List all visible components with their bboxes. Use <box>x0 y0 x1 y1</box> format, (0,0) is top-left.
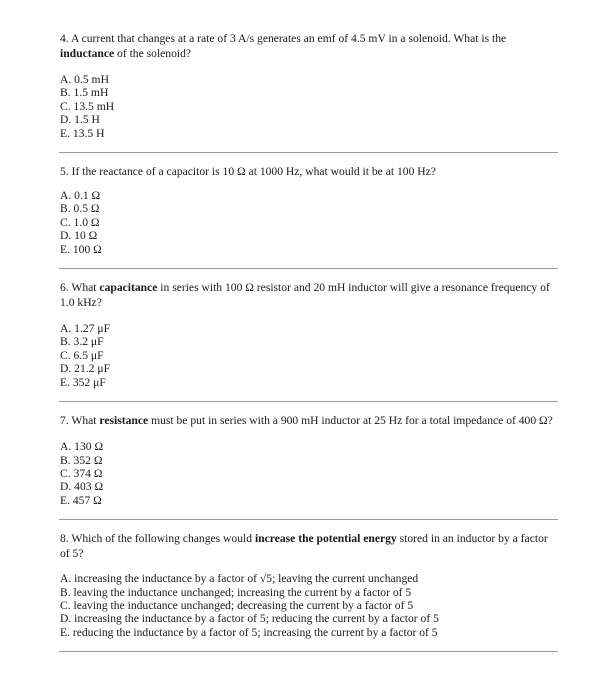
question-emphasis: increase the potential energy <box>254 532 397 546</box>
question-number: 5. <box>60 165 69 179</box>
answer-option[interactable]: D. 21.2 μF <box>60 362 111 376</box>
answer-options <box>60 322 558 389</box>
question-text-end: must be put in series with a 900 mH inductor at 25 Hz for a total impedance of 400 Ω? <box>151 414 553 428</box>
question-emphasis: inductance <box>60 47 115 60</box>
answer-option[interactable]: A. increasing the inductance by a factor of √5; leaving the current unchanged <box>60 572 419 586</box>
divider <box>59 401 558 402</box>
answer-option[interactable]: C. 1.0 Ω <box>60 215 100 229</box>
answer-option[interactable]: E. reducing the inductance by a factor of 5; increasing the current by a factor of 5 <box>60 625 438 639</box>
answer-option[interactable]: C. 13.5 mH <box>60 99 115 113</box>
answer-option[interactable]: E. 13.5 H <box>60 126 105 140</box>
question-6-text <box>60 280 558 310</box>
question-7-text <box>60 413 558 428</box>
question-text: What <box>71 281 97 295</box>
answer-option[interactable]: A. 0.1 Ω <box>60 189 101 203</box>
answer-option[interactable]: B. 0.5 Ω <box>60 202 100 216</box>
question-8-text <box>60 531 558 561</box>
question-text: Which of the following changes would <box>71 532 253 546</box>
question-text: A current that changes at a rate of 3 A/s generates an emf of 4.5 mV in a solenoid. What is the <box>70 32 507 45</box>
answer-option[interactable]: E. 457 Ω <box>60 493 102 507</box>
answer-options <box>60 189 558 256</box>
answer-option[interactable]: C. leaving the inductance unchanged; decreasing the current by a factor of 5 <box>60 598 414 612</box>
answer-option[interactable]: D. increasing the inductance by a factor of 5; reducing the current by a factor of 5 <box>60 612 439 626</box>
question-5 <box>60 164 558 256</box>
answer-option[interactable]: B. 3.2 μF <box>60 335 104 349</box>
question-7 <box>60 413 558 507</box>
question-text-end: of the solenoid? <box>117 47 192 60</box>
question-text-end: in series with 100 Ω resistor and 20 mH inductor will give a resonance frequency of 1.0 kHz? <box>60 281 550 310</box>
question-text-end: stored in an inductor by a factor of 5? <box>60 532 548 561</box>
question-number: 7. <box>60 414 69 428</box>
answer-option[interactable]: C. 374 Ω <box>60 466 103 480</box>
answer-options <box>60 572 558 639</box>
question-emphasis: capacitance <box>99 281 158 295</box>
answer-option[interactable]: A. 1.27 μF <box>60 322 111 336</box>
question-number: 6. <box>60 281 69 295</box>
answer-option[interactable]: E. 100 Ω <box>60 242 102 256</box>
answer-option[interactable]: D. 403 Ω <box>60 480 104 494</box>
divider <box>59 268 558 269</box>
question-number: 4. <box>60 32 69 45</box>
question-emphasis: resistance <box>99 414 149 428</box>
answer-option[interactable]: E. 352 μF <box>60 375 106 389</box>
question-4-text <box>60 31 558 61</box>
answer-option[interactable]: A. 130 Ω <box>60 440 104 454</box>
answer-option[interactable]: A. 0.5 mH <box>60 73 109 86</box>
question-number: 8. <box>60 532 69 546</box>
divider <box>59 651 558 652</box>
answer-option[interactable]: B. leaving the inductance unchanged; increasing the current by a factor of 5 <box>60 585 412 599</box>
question-6 <box>60 280 558 389</box>
question-text: If the reactance of a capacitor is 10 Ω at 1000 Hz, what would it be at 100 Hz? <box>71 165 436 179</box>
answer-option[interactable]: B. 352 Ω <box>60 453 103 467</box>
question-5-text <box>60 164 558 179</box>
question-8 <box>60 531 558 639</box>
answer-option[interactable]: B. 1.5 mH <box>60 86 109 100</box>
answer-options <box>60 440 558 507</box>
question-text: What <box>71 414 97 428</box>
question-4 <box>60 31 558 140</box>
divider <box>59 519 558 520</box>
divider <box>59 152 558 153</box>
answer-option[interactable]: C. 6.5 μF <box>60 348 104 362</box>
answer-options <box>60 73 558 140</box>
answer-option[interactable]: D. 10 Ω <box>60 229 98 243</box>
answer-option[interactable]: D. 1.5 H <box>60 113 100 127</box>
